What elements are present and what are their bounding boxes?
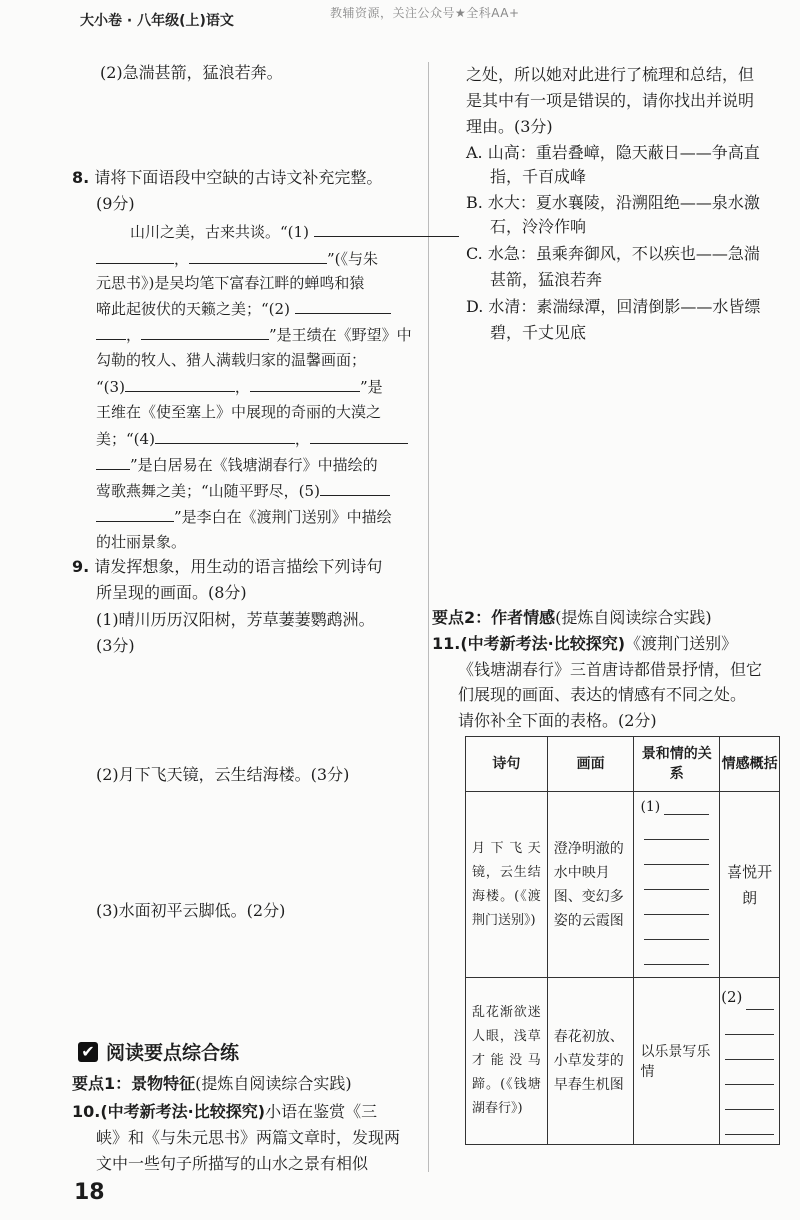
section-heading <box>78 1038 239 1065</box>
q8-blank-5b[interactable] <box>96 505 174 522</box>
th-scene: 画面 <box>547 737 634 792</box>
q11-l1: 《渡荆门送别》 <box>625 634 738 653</box>
point2-note: (提炼自阅读综合实践) <box>555 608 712 627</box>
cell-scene: 春花初放、小草发芽的早春生机图 <box>547 978 634 1145</box>
q8-blank-2c[interactable] <box>141 323 269 340</box>
q8-blank-2b[interactable] <box>96 323 126 340</box>
table-header-row <box>466 737 780 792</box>
point2-line <box>432 607 712 629</box>
q9-stem-text: 请发挥想象，用生动的语言描绘下列诗句 <box>94 557 383 576</box>
q10-tag: (中考新考法·比较探究) <box>100 1102 266 1121</box>
q10-number: 10. <box>72 1102 101 1121</box>
option-c-line2: 甚箭，猛浪若奔 <box>490 270 603 289</box>
q11-table <box>465 736 780 1145</box>
table-row <box>466 792 780 978</box>
q9-sub2: (2)月下飞天镜，云生结海楼。(3分) <box>96 765 350 784</box>
q8-passage-line <box>96 427 408 450</box>
q8-p2a: ， <box>174 250 190 268</box>
q8-passage-line <box>96 247 378 270</box>
q8-blank-1a[interactable] <box>314 220 459 237</box>
q8-p7c: ”是 <box>359 378 383 396</box>
q8-passage-line: 勾勒的牧人、猎人满载归家的温馨画面； <box>96 351 367 369</box>
section-title: 阅读要点综合练 <box>106 1042 240 1064</box>
q8-p12: ”是李白在《渡荆门送别》中描绘 <box>174 508 392 526</box>
option-d-line1[interactable]: D. 水清：素湍绿潭，回清倒影——水皆缥 <box>466 297 761 316</box>
option-b-line1[interactable]: B. 水大：夏水襄陵，沿溯阻绝——泉水激 <box>466 193 760 212</box>
answer-label-1: (1) <box>640 798 713 815</box>
q11-line1 <box>432 633 737 655</box>
cell-emotion: 喜悦开朗 <box>720 792 780 978</box>
q8-p9b: ， <box>294 430 310 448</box>
answer-blank-line[interactable] <box>725 1085 774 1110</box>
answer-blank-line[interactable] <box>725 1060 774 1085</box>
cell-emotion-answer[interactable] <box>720 978 780 1145</box>
q8-blank-3b[interactable] <box>250 375 360 392</box>
q8-passage-line <box>96 297 391 320</box>
q8-blank-1b[interactable] <box>96 247 174 264</box>
q11-line3: 们展现的画面、表达的情感有不同之处。 <box>458 685 747 704</box>
watermark-text: 教辅资源，关注公众号★全科AA+ <box>330 6 520 20</box>
answer-label-2: (2) <box>721 984 778 1010</box>
q8-p7b: ， <box>234 378 250 396</box>
q8-passage-line <box>96 375 383 398</box>
q11-line4: 请你补全下面的表格。(2分) <box>458 711 657 730</box>
q8-blank-4b[interactable] <box>310 427 408 444</box>
q9-number: 9. <box>72 557 90 576</box>
cell-relation: 以乐景写乐情 <box>634 978 720 1145</box>
answer-blank-line[interactable] <box>644 815 709 840</box>
q8-passage-line <box>96 479 390 502</box>
q8-passage-line: 王维在《使至塞上》中展现的奇丽的大漠之 <box>96 403 382 421</box>
th-poem: 诗句 <box>466 737 548 792</box>
point1-label: 要点1：景物特征 <box>72 1074 196 1093</box>
answer-blank-line[interactable] <box>725 1010 774 1035</box>
q8-p5a: ， <box>126 326 142 344</box>
cell-relation-answer[interactable] <box>634 792 720 978</box>
table-row <box>466 978 780 1145</box>
answer-blank-line[interactable] <box>644 890 709 915</box>
option-a-line1[interactable]: A. 山高：重岩叠嶂，隐天蔽日——争高直 <box>466 143 760 162</box>
q8-passage-line: 元思书》)是吴均笔下富春江畔的蝉鸣和猿 <box>96 274 365 292</box>
q8-blank-3a[interactable] <box>125 375 235 392</box>
q8-p11: 莺歌燕舞之美；“山随平野尽，(5) <box>96 482 320 500</box>
q8-p5b: ”是王绩在《野望》中 <box>269 326 412 344</box>
answer-blank-line[interactable] <box>644 940 709 965</box>
q8-passage-line <box>96 505 392 528</box>
q11-number: 11. <box>432 634 461 653</box>
q9-answer-area-2[interactable] <box>96 790 416 890</box>
th-relation: 景和情的关系 <box>634 737 720 792</box>
q11-line2: 《钱塘湖春行》三首唐诗都借景抒情，但它 <box>458 660 763 679</box>
page-number: 18 <box>74 1180 105 1205</box>
point1-note: (提炼自阅读综合实践) <box>195 1074 352 1093</box>
q9-sub1: (1)晴川历历汉阳树，芳草萋萋鹦鹉洲。 <box>96 610 375 629</box>
q8-number: 8. <box>72 168 90 187</box>
q10-l1: 小语在鉴赏《三 <box>265 1102 378 1121</box>
th-emotion: 情感概括 <box>720 737 780 792</box>
prev-item-text: (2)急湍甚箭，猛浪若奔。 <box>100 63 283 82</box>
page-header: 大小卷 · 八年级(上)语文 <box>80 13 234 29</box>
q8-blank-5a[interactable] <box>320 479 390 496</box>
q8-score: (9分) <box>96 194 135 213</box>
q10-line3: 文中一些句子所描写的山水之景有相似 <box>96 1154 369 1173</box>
q10-cont-line2: 是其中有一项是错误的，请你找出并说明 <box>466 91 755 110</box>
q11-tag: (中考新考法·比较探究) <box>460 634 626 653</box>
q8-stem-text: 请将下面语段中空缺的古诗文补充完整。 <box>94 168 383 187</box>
point2-label: 要点2：作者情感 <box>432 608 556 627</box>
option-d-line2: 碧，千丈见底 <box>490 323 587 342</box>
q10-line1 <box>72 1101 377 1123</box>
q8-blank-4c[interactable] <box>96 453 130 470</box>
q8-p9a: 美；“(4) <box>96 430 155 448</box>
q10-cont-line3: 理由。(3分) <box>466 117 553 136</box>
answer-blank-line[interactable] <box>644 915 709 940</box>
q9-stem-line2: 所呈现的画面。(8分) <box>96 583 247 602</box>
q9-sub3: (3)水面初平云脚低。(2分) <box>96 901 286 920</box>
q8-stem-line1 <box>72 167 382 189</box>
cell-poem: 乱花渐欲迷人眼，浅草才能没马蹄。(《钱塘湖春行》) <box>466 978 548 1145</box>
checkmark-icon: ✔ <box>78 1042 98 1062</box>
q10-line2: 峡》和《与朱元思书》两篇文章时，发现两 <box>96 1128 401 1147</box>
q10-cont-line1: 之处，所以她对此进行了梳理和总结，但 <box>466 65 755 84</box>
q8-p4: 啼此起彼伏的天籁之美；“(2) <box>96 300 290 318</box>
answer-blank-line[interactable] <box>644 840 709 865</box>
q8-blank-1c[interactable] <box>189 247 327 264</box>
cell-poem: 月下飞天镜，云生结海楼。(《渡荆门送别》) <box>466 792 548 978</box>
q9-stem-line1 <box>72 556 382 578</box>
option-c-line1[interactable]: C. 水急：虽乘奔御风，不以疾也——急湍 <box>466 244 760 263</box>
q8-blank-4a[interactable] <box>155 427 295 444</box>
point1-line <box>72 1073 352 1095</box>
q8-p7a: “(3) <box>96 378 125 396</box>
q8-passage-line: 的壮丽景象。 <box>96 533 187 551</box>
q8-p10: ”是白居易在《钱塘湖春行》中描绘的 <box>130 456 378 474</box>
option-b-line2: 石，泠泠作响 <box>490 217 587 236</box>
q9-sub1-score: (3分) <box>96 636 135 655</box>
q8-passage-line <box>96 323 412 346</box>
option-a-line2: 指，千百成峰 <box>490 167 587 186</box>
q8-p1: 山川之美，古来共谈。“(1) <box>130 223 309 241</box>
q8-blank-2a[interactable] <box>295 297 391 314</box>
answer-blank-line[interactable] <box>644 865 709 890</box>
cell-scene: 澄净明澈的水中映月图、变幻多姿的云霞图 <box>547 792 634 978</box>
q8-passage-line <box>130 220 459 243</box>
answer-blank-line[interactable] <box>725 1035 774 1060</box>
answer-blank-line[interactable] <box>725 1110 774 1135</box>
q9-answer-area-3[interactable] <box>96 926 416 1026</box>
q9-answer-area-1[interactable] <box>96 660 416 760</box>
q8-passage-line <box>96 453 378 476</box>
q8-p2b: ”(《与朱 <box>327 250 379 268</box>
